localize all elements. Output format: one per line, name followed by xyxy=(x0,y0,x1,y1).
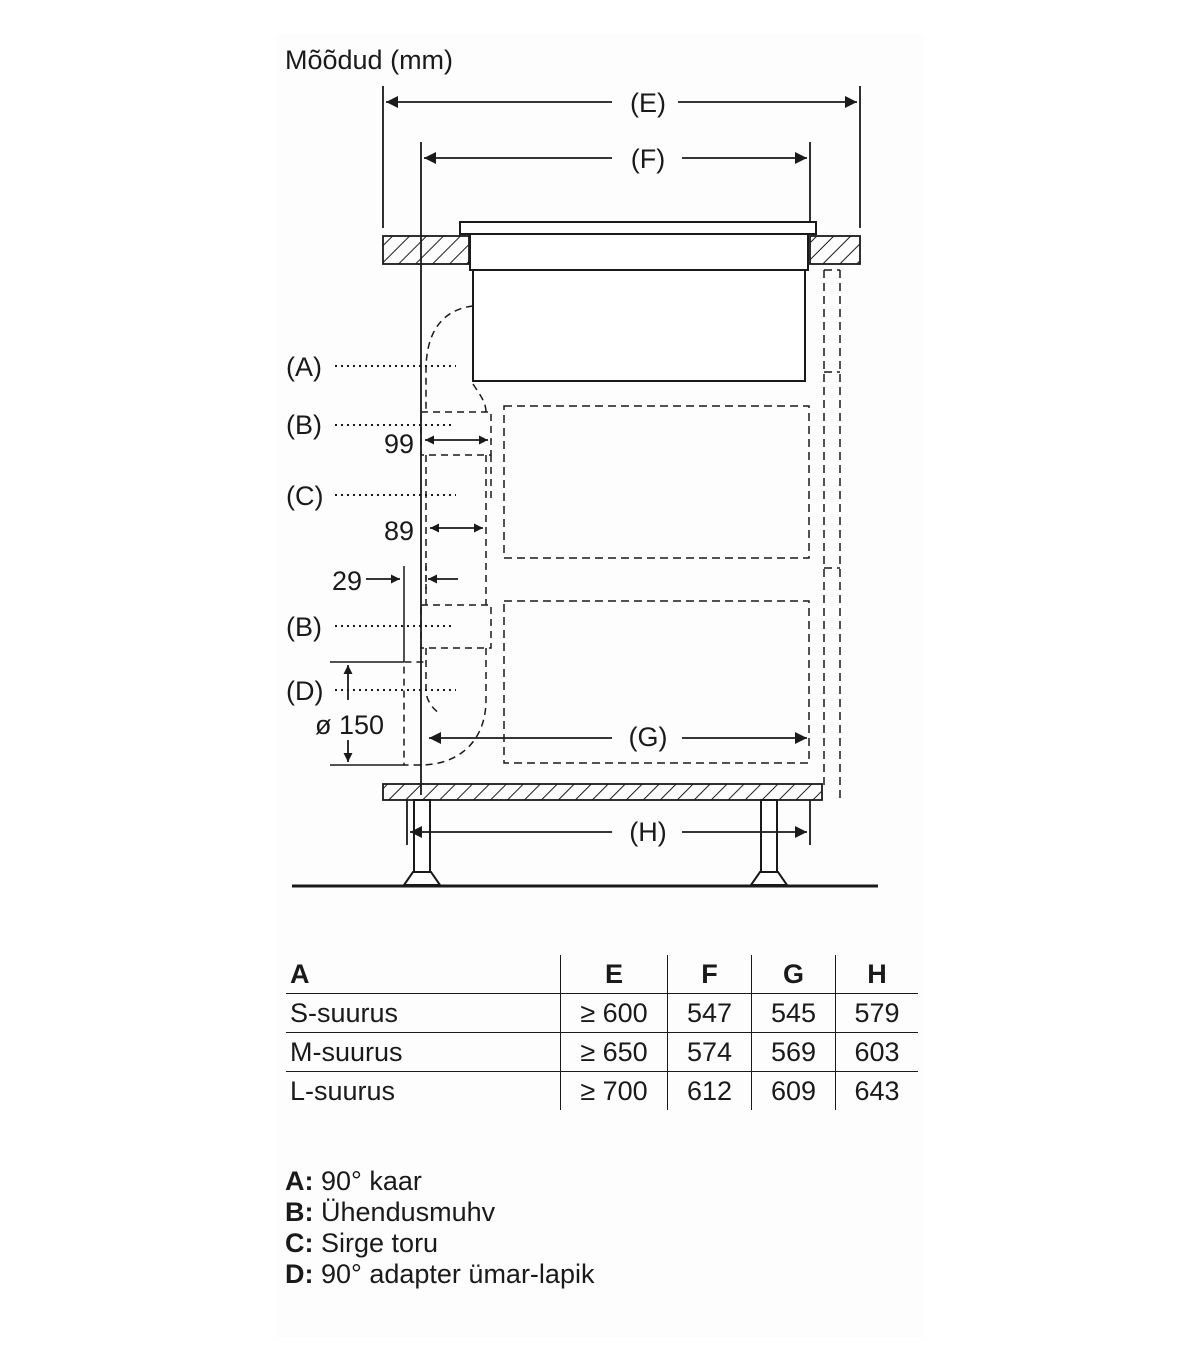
table-cell-g: 545 xyxy=(752,994,836,1033)
coupling-b-upper xyxy=(421,412,491,455)
table-header-e: E xyxy=(561,955,668,994)
table-header-g: G xyxy=(752,955,836,994)
dimension-89 xyxy=(384,516,483,546)
legend-text: 90° adapter ümar-lapik xyxy=(321,1259,595,1289)
leg-left-foot xyxy=(404,872,440,885)
table-cell-e: ≥ 650 xyxy=(561,1033,668,1072)
table-cell-h: 643 xyxy=(836,1072,919,1111)
table-cell-e: ≥ 600 xyxy=(561,994,668,1033)
table-cell-f: 612 xyxy=(668,1072,752,1111)
cabinet-side xyxy=(824,270,840,800)
bend-a-outer xyxy=(426,306,473,412)
dimension-h xyxy=(410,817,807,847)
dimension-29 xyxy=(332,566,458,662)
callout-d: (D) xyxy=(286,676,324,706)
table-cell-size: M-suurus xyxy=(286,1033,561,1072)
dimension-e xyxy=(386,88,857,118)
cooktop-unit xyxy=(460,222,816,381)
dimension-g xyxy=(429,722,807,752)
dimension-h-label: (H) xyxy=(629,817,667,847)
callout-b-lower: (B) xyxy=(286,612,322,642)
table-row xyxy=(286,994,918,1033)
dimension-f xyxy=(424,144,807,174)
table-header-a: A xyxy=(286,955,561,994)
table-row xyxy=(286,1072,918,1111)
legend-key: D: xyxy=(285,1259,314,1289)
legend-item-a xyxy=(285,1166,594,1197)
table-cell-h: 579 xyxy=(836,994,919,1033)
cabinet-base xyxy=(383,784,822,800)
leg-right xyxy=(761,800,777,872)
table-header-f: F xyxy=(668,955,752,994)
table-cell-g: 569 xyxy=(752,1033,836,1072)
callout-c: (C) xyxy=(286,481,324,511)
table-cell-size: S-suurus xyxy=(286,994,561,1033)
legend-key: B: xyxy=(285,1197,314,1227)
diagram-title: Mõõdud (mm) xyxy=(285,45,454,75)
legend-text: Ühendusmuhv xyxy=(321,1197,496,1227)
legend-item-b xyxy=(285,1197,594,1228)
legend-text: Sirge toru xyxy=(321,1228,439,1258)
table-row xyxy=(286,1033,918,1072)
table-header-row xyxy=(286,955,918,994)
table-header-h: H xyxy=(836,955,919,994)
adapter-d-inner xyxy=(426,648,440,714)
dimension-f-label: (F) xyxy=(630,144,666,174)
adapter-d-outer xyxy=(404,648,486,765)
legend-text: 90° kaar xyxy=(321,1166,422,1196)
cabinet-legs xyxy=(404,800,787,885)
table-cell-f: 574 xyxy=(668,1033,752,1072)
dimension-g-label: (G) xyxy=(628,722,668,752)
legend xyxy=(285,1166,594,1290)
size-table xyxy=(286,955,918,1110)
drawers xyxy=(504,406,809,763)
table-cell-size: L-suurus xyxy=(290,1076,396,1106)
dimension-29-label: 29 xyxy=(331,566,362,596)
legend-item-c xyxy=(285,1228,594,1259)
callout-b-upper: (B) xyxy=(286,410,322,440)
table-cell-g: 609 xyxy=(752,1072,836,1111)
callout-a: (A) xyxy=(286,352,322,382)
table-cell-f: 547 xyxy=(668,994,752,1033)
dimension-89-label: 89 xyxy=(383,516,414,546)
leg-left xyxy=(414,800,430,872)
bend-a-inner xyxy=(473,384,486,412)
legend-key: C: xyxy=(285,1228,314,1258)
dimension-diameter xyxy=(315,662,404,765)
dimension-diameter-label: ø 150 xyxy=(314,710,384,740)
dimension-99-label: 99 xyxy=(383,429,414,459)
drawer-upper xyxy=(504,406,809,558)
dimension-e-label: (E) xyxy=(630,88,666,118)
legend-item-d xyxy=(285,1259,594,1290)
legend-key: A: xyxy=(285,1166,314,1196)
table-cell-h: 603 xyxy=(836,1033,919,1072)
leg-right-foot xyxy=(751,872,787,885)
table-cell-e: ≥ 700 xyxy=(561,1072,668,1111)
